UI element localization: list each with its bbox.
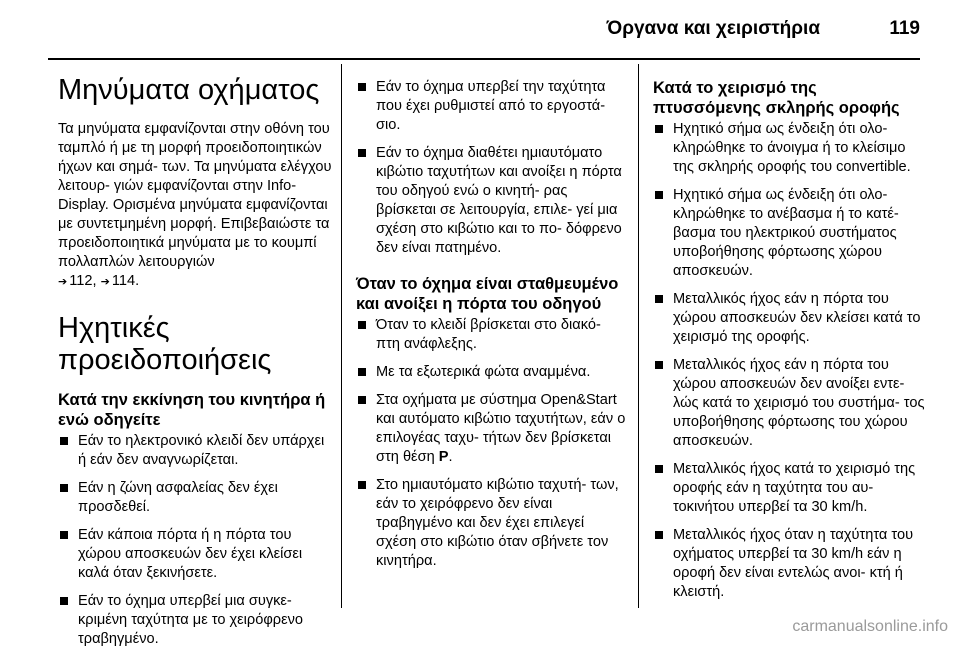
list-item: Μεταλλικός ήχος κατά το χειρισμό της οροφής εάν η ταχύτητα του αυ- τοκινήτου υπερβεί τα 30 km/h.: [653, 460, 925, 517]
page-ref-link-112[interactable]: ➔ 112,: [58, 273, 97, 289]
list-item: Εάν κάποια πόρτα ή η πόρτα του χώρου αποσκευών δεν έχει κλείσει καλά όταν ξεκινήσετε.: [58, 526, 333, 583]
list-item: Εάν το ηλεκτρονικό κλειδί δεν υπάρχει ή εάν δεν αναγνωρίζεται.: [58, 432, 333, 470]
list-item: Ηχητικό σήμα ως ένδειξη ότι ολο- κληρώθηκε το άνοιγμα ή το κλείσιμο της σκληρής οροφής του convertible.: [653, 120, 925, 177]
list-item: Όταν το κλειδί βρίσκεται στο διακό- πτη ανάφλεξης.: [356, 316, 626, 354]
list-item: Εάν το όχημα υπερβεί την ταχύτητα που έχει ρυθμιστεί από το εργοστά- σιο.: [356, 78, 626, 135]
warning-list-parked: [356, 316, 626, 571]
subheading-hardtop-operation: Κατά το χειρισμό της πτυσσόμενης σκληρής οροφής: [653, 79, 900, 117]
list-item: Εάν το όχημα διαθέτει ημιαυτόματο κιβώτιο ταχυτήτων και ανοίξει η πόρτα του οδηγού ενώ ο κινητή- ρας βρίσκεται σε λειτουργία, επιλε- γεί μια σχέση στο κιβώτιο και το πο- δόφρενο δεν είναι πατημένο.: [356, 144, 626, 258]
subheading-parked-door-open: Όταν το όχημα είναι σταθμευμένο και ανοίξει η πόρτα του οδηγού: [356, 275, 619, 313]
list-item: Ηχητικό σήμα ως ένδειξη ότι ολο- κληρώθηκε το ανέβασμα ή το κατέ- βασμα του ηλεκτρικού συστήματος υποβοήθησης φόρτωσης χώρου αποσκευών.: [653, 186, 925, 281]
list-item: Στο ημιαυτόματο κιβώτιο ταχυτή- των, εάν το χειρόφρενο δεν είναι τραβηγμένο και δεν έχει επιλεγεί σχέση στο κιβώτιο όταν σβήνετε τον κινητήρα.: [356, 476, 626, 571]
column-1: [58, 64, 333, 658]
header-rule: [48, 58, 920, 60]
list-item: Μεταλλικός ήχος εάν η πόρτα του χώρου αποσκευών δεν κλείσει κατά το χειρισμό της οροφής.: [653, 290, 925, 347]
list-item: Εάν το όχημα υπερβεί μια συγκε- κριμένη ταχύτητα με το χειρόφρενο τραβηγμένο.: [58, 592, 333, 649]
page-header: [0, 0, 960, 60]
subheading-engine-start: Κατά την εκκίνηση του κινητήρα ή ενώ οδηγείτε: [58, 391, 326, 429]
item-end: .: [448, 449, 453, 465]
list-item: Με τα εξωτερικά φώτα αναμμένα.: [356, 363, 626, 382]
column-2: [356, 64, 626, 580]
warning-list-continued: [356, 78, 626, 258]
list-item: Μεταλλικός ήχος όταν η ταχύτητα του οχήματος υπερβεί τα 30 km/h εάν η οροφή δεν είναι εντελώς ανοι- κτή ή κλειστή.: [653, 526, 925, 602]
intro-text: Τα μηνύματα εμφανίζονται στην οθόνη του ταμπλό ή με τη μορφή προειδοποιητικών ήχων και σημά- των. Τα μηνύματα ελέγχου λειτουρ- γιών εμφανίζονται στην Info-Display. Ορισμένα μηνύματα εμφανίζονται με συντετμημένη μορφή. Επιβεβαιώστε τα προειδοποιητικά μηνύματα με το κουμπί πολλαπλών λειτουργιών: [58, 121, 332, 270]
list-item: [356, 391, 626, 467]
column-divider-1: [341, 64, 342, 608]
gear-position-p: P: [438, 449, 449, 465]
watermark: carmanualsonline.info: [792, 618, 948, 635]
list-item: Εάν η ζώνη ασφαλείας δεν έχει προσδεθεί.: [58, 479, 333, 517]
item-text: Στα οχήματα με σύστημα Open&Start και αυτόματο κιβώτιο ταχυτήτων, εάν ο επιλογέας ταχυ- τήτων δεν βρίσκεται στη θέση: [376, 392, 626, 465]
page-number: 119: [889, 18, 920, 39]
warning-list-hardtop: [653, 120, 925, 602]
column-divider-2: [638, 64, 639, 608]
column-3: [653, 64, 925, 611]
section-title-audible-warnings: Ηχητικές προειδοποιήσεις: [58, 312, 272, 376]
intro-paragraph: [58, 120, 333, 292]
list-item: Μεταλλικός ήχος εάν η πόρτα του χώρου αποσκευών δεν ανοίξει εντε- λώς κατά το χειρισμό του συστήμα- τος υποβοήθησης φόρτωσης του χώρου αποσκευών.: [653, 356, 925, 451]
warning-list-engine-start: [58, 432, 333, 649]
chapter-title: Όργανα και χειριστήρια: [606, 18, 820, 39]
page-ref-link-114[interactable]: ➔ 114.: [101, 273, 140, 289]
section-title-vehicle-messages: Μηνύματα οχήματος: [58, 74, 320, 106]
